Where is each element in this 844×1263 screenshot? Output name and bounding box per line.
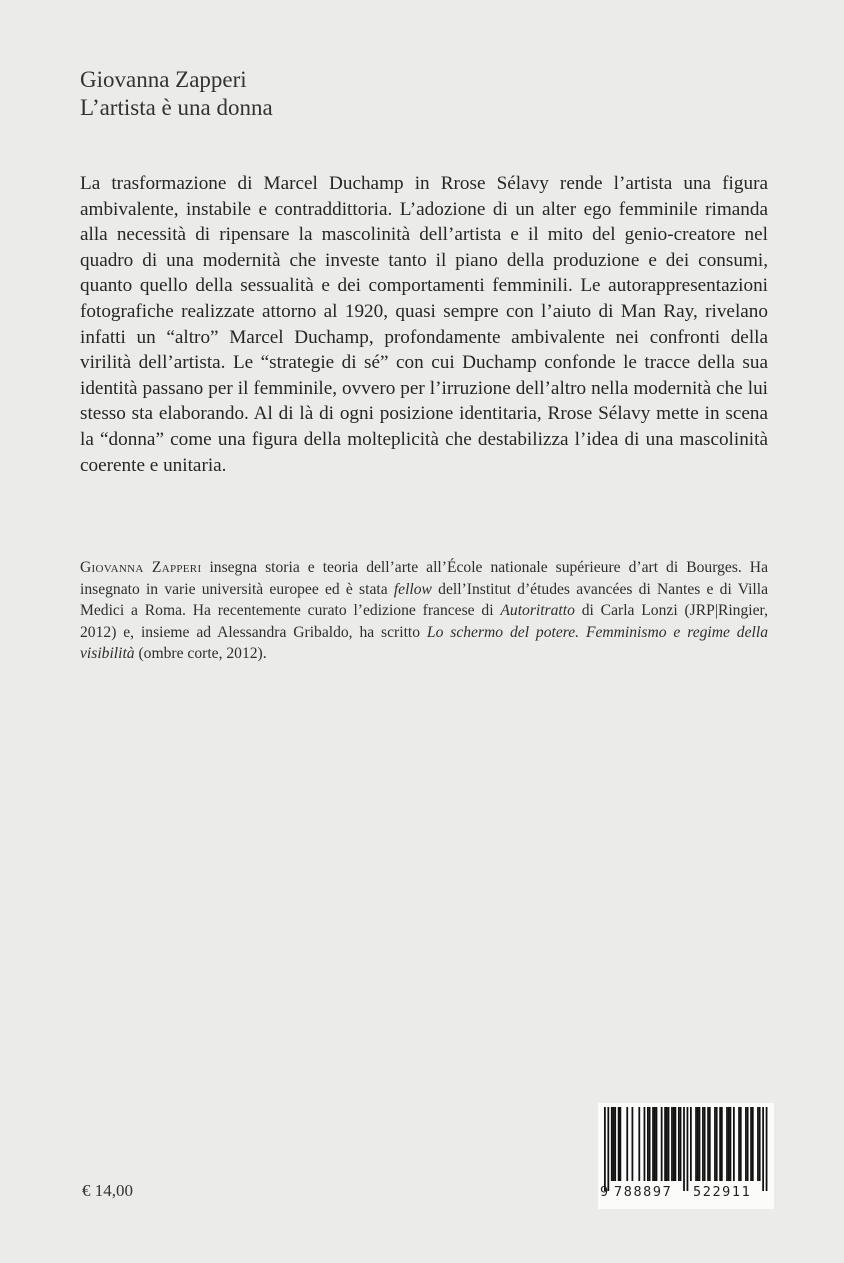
barcode-bar <box>613 1107 615 1181</box>
barcode-bar <box>702 1107 704 1181</box>
barcode-first-digit: 9 <box>600 1184 609 1200</box>
barcode-bar <box>707 1107 709 1181</box>
barcode-bar <box>614 1107 616 1181</box>
barcode-bar <box>661 1107 663 1181</box>
barcode-bar <box>747 1107 749 1181</box>
barcode-bar <box>726 1107 728 1181</box>
barcode-bar <box>626 1107 628 1181</box>
barcode-bar <box>638 1107 640 1181</box>
barcode-bar <box>728 1107 730 1181</box>
bio-text-3: di Carla Lonzi (JRP|Ringier, 2012) e, insieme ad Alessandra Gribaldo, ha scritto <box>80 602 768 641</box>
barcode-bar <box>680 1107 682 1181</box>
barcode-bar <box>695 1107 697 1181</box>
barcode-guard-bar <box>766 1107 768 1191</box>
barcode-bar <box>750 1107 752 1181</box>
barcode-guard-bar <box>604 1107 606 1191</box>
barcode-bar <box>611 1107 613 1181</box>
synopsis-text: La trasformazione di Marcel Duchamp in Rrose Sélavy rende l’artista una figura ambivalente, instabile e contraddittoria. L’adozione di un alter ego femminile rimanda alla necessità di ripensare la mascolinità dell’artista e il mito del genio-creatore nel quadro di una modernità che investe tanto il piano della produzione e dei consumi, quanto quello della sessualità e dei comportamenti femminili. Le autorappresentazioni fotografiche realizzate attorno al 1920, quasi sempre con l’aiuto di Man Ray, rivelano infatti un “altro” Marcel Duchamp, profondamente ambivalente nei confronti della virilità dell’artista. Le “strategie di sé” con cui Duchamp confonde le tracce della sua identità passano per il femminile, ovvero per l’irruzione dell’altro nella modernità che lui stesso sta elaborando. Al di là di ogni posizione identitaria, Rrose Sélavy mette in scena la “donna” come una figura della molteplicità che destabilizza l’idea di una mascolinità coerente e unitaria. <box>80 173 768 476</box>
barcode-bar <box>632 1107 634 1181</box>
barcode-bar <box>675 1107 677 1181</box>
barcode-bar <box>649 1107 651 1181</box>
book-title: L’artista è una donna <box>80 95 273 120</box>
price-label: € 14,00 <box>82 1181 133 1200</box>
barcode-bar <box>652 1107 654 1181</box>
barcode-bar <box>714 1107 716 1181</box>
barcode-bar <box>619 1107 621 1181</box>
barcode-right-group: 522911 <box>693 1184 752 1200</box>
barcode-bar <box>752 1107 754 1181</box>
barcode-guard-bar <box>683 1107 685 1191</box>
barcode-bar <box>719 1107 721 1181</box>
bio-fellow: fellow <box>393 580 432 598</box>
book-header <box>80 66 273 122</box>
barcode-bar <box>644 1107 646 1181</box>
bio-book-autoritratto: Autoritratto <box>500 602 575 620</box>
barcode-bar <box>656 1107 658 1181</box>
barcode-bar <box>699 1107 701 1181</box>
barcode-bar <box>673 1107 675 1181</box>
bio-book-schermo: Lo schermo del potere. Femminismo e regime della visibilità <box>80 623 768 663</box>
bio-text-1: insegna storia e teoria dell’arte all’École nationale supérieure d’art di Bourges. Ha insegnato in varie università europee ed è stata <box>80 559 768 598</box>
barcode-bar <box>704 1107 706 1181</box>
author-bio <box>80 557 768 665</box>
isbn-barcode <box>598 1103 774 1209</box>
barcode-guard-bar <box>762 1107 764 1191</box>
barcode-bar <box>759 1107 761 1181</box>
barcode-number <box>598 1183 774 1203</box>
barcode-bar <box>738 1107 740 1181</box>
bio-author-name: Giovanna Zapperi <box>80 559 202 576</box>
barcode-guard-bar <box>607 1107 609 1191</box>
barcode-bar <box>666 1107 668 1181</box>
barcode-bar <box>618 1107 620 1181</box>
barcode-bar <box>664 1107 666 1181</box>
barcode-bar <box>721 1107 723 1181</box>
barcode-bar <box>647 1107 649 1181</box>
barcode-bar <box>671 1107 673 1181</box>
bio-text-2: dell’Institut d’études avancées di Nantes e di Villa Medici a Roma. Ha recentemente curato l’edizione francese di <box>80 580 768 620</box>
bio-text-4: (ombre corte, 2012). <box>134 645 267 663</box>
barcode-bar <box>654 1107 656 1181</box>
barcode-left-group: 788897 <box>614 1184 673 1200</box>
barcode-bar <box>740 1107 742 1181</box>
barcode-bar <box>716 1107 718 1181</box>
barcode-bar <box>730 1107 732 1181</box>
barcode-bar <box>690 1107 692 1181</box>
barcode-bar <box>678 1107 680 1181</box>
barcode-bar <box>697 1107 699 1181</box>
author-name: Giovanna Zapperi <box>80 67 247 92</box>
barcode-bar <box>733 1107 735 1181</box>
barcode-guard-bar <box>687 1107 689 1191</box>
barcode-bar <box>745 1107 747 1181</box>
barcode-bar <box>757 1107 759 1181</box>
barcode-bar <box>709 1107 711 1181</box>
barcode-bar <box>668 1107 670 1181</box>
